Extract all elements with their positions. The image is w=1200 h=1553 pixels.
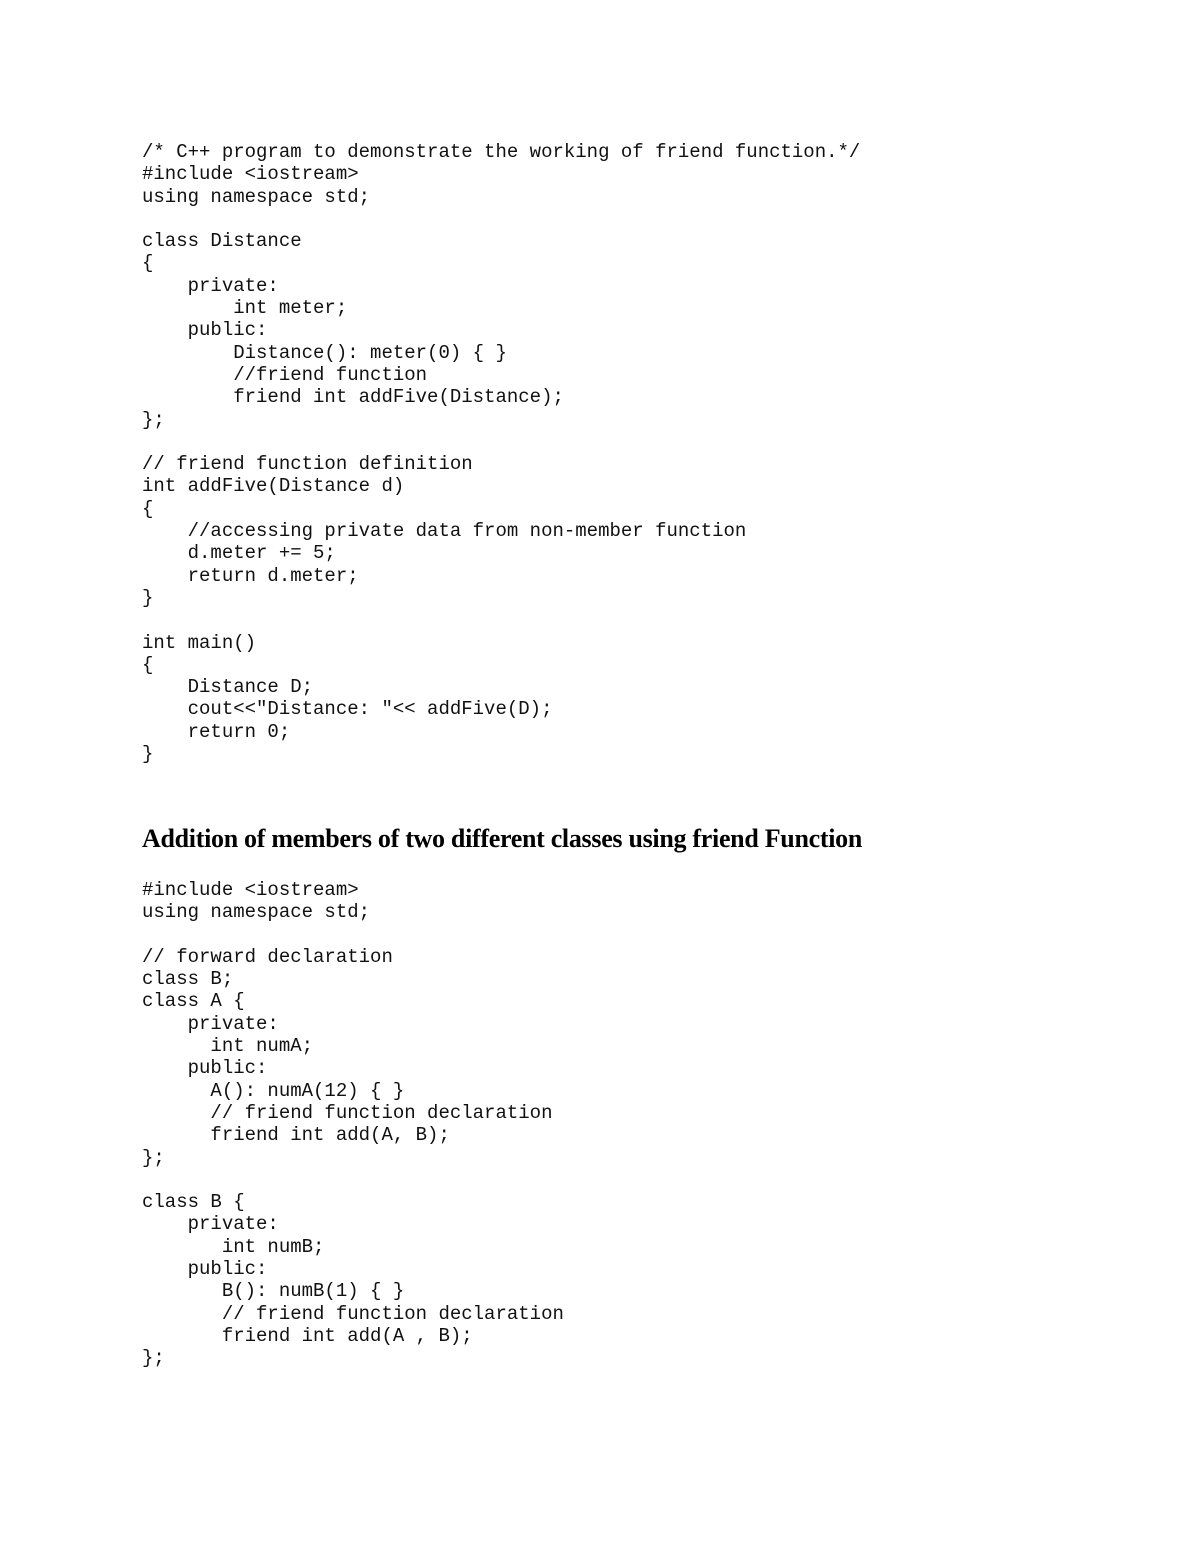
code-block-friend-function xyxy=(142,141,860,765)
code-line: return d.meter; xyxy=(142,564,359,587)
code-line: A(): numA(12) { } xyxy=(142,1079,405,1102)
code-line: class A { xyxy=(142,990,245,1013)
code-line: //accessing private data from non-member function xyxy=(142,520,747,543)
code-line: }; xyxy=(142,1146,165,1169)
code-line: public: xyxy=(142,319,268,342)
code-line: // friend function declaration xyxy=(142,1302,564,1325)
code-line: int numA; xyxy=(142,1035,314,1058)
code-line: friend int add(A, B); xyxy=(142,1124,450,1147)
code-line: public: xyxy=(142,1057,268,1080)
code-line: // forward declaration xyxy=(142,945,393,968)
code-line: { xyxy=(142,252,154,275)
code-line: #include <iostream> xyxy=(142,163,359,186)
code-line: return 0; xyxy=(142,720,291,743)
blank-line xyxy=(142,431,860,453)
blank-line xyxy=(142,208,860,230)
code-line: private: xyxy=(142,1012,279,1035)
code-line: public: xyxy=(142,1258,268,1281)
blank-line xyxy=(142,609,860,631)
section-heading: Addition of members of two different classes using friend Function xyxy=(142,824,862,853)
blank-line xyxy=(142,924,564,946)
code-line: using namespace std; xyxy=(142,185,371,208)
code-line: } xyxy=(142,743,154,766)
code-line: { xyxy=(142,653,154,676)
code-line: } xyxy=(142,586,154,609)
code-line: }; xyxy=(142,408,165,431)
code-block-two-classes xyxy=(142,879,564,1370)
code-line: Distance D; xyxy=(142,676,314,699)
code-line: int main() xyxy=(142,631,257,654)
code-line: #include <iostream> xyxy=(142,879,359,901)
code-line: }; xyxy=(142,1347,165,1370)
code-line: d.meter += 5; xyxy=(142,542,336,565)
blank-line xyxy=(142,1169,564,1191)
code-line: int addFive(Distance d) xyxy=(142,475,405,498)
code-line: class B; xyxy=(142,968,234,991)
code-line: B(): numB(1) { } xyxy=(142,1280,405,1303)
code-line: // friend function declaration xyxy=(142,1101,553,1124)
code-line: int meter; xyxy=(142,297,348,320)
code-line: // friend function definition xyxy=(142,453,473,476)
code-line: private: xyxy=(142,1213,279,1236)
code-line: { xyxy=(142,497,154,520)
code-line: private: xyxy=(142,274,279,297)
code-line: int numB; xyxy=(142,1235,325,1258)
code-line: //friend function xyxy=(142,363,428,386)
code-line: /* C++ program to demonstrate the working of friend function.*/ xyxy=(142,141,861,163)
code-line: Distance(): meter(0) { } xyxy=(142,341,507,364)
code-line: class B { xyxy=(142,1191,245,1214)
code-line: class Distance xyxy=(142,230,302,253)
code-line: using namespace std; xyxy=(142,901,371,924)
code-line: friend int add(A , B); xyxy=(142,1324,473,1347)
code-line: friend int addFive(Distance); xyxy=(142,386,564,409)
code-line: cout<<"Distance: "<< addFive(D); xyxy=(142,698,553,721)
